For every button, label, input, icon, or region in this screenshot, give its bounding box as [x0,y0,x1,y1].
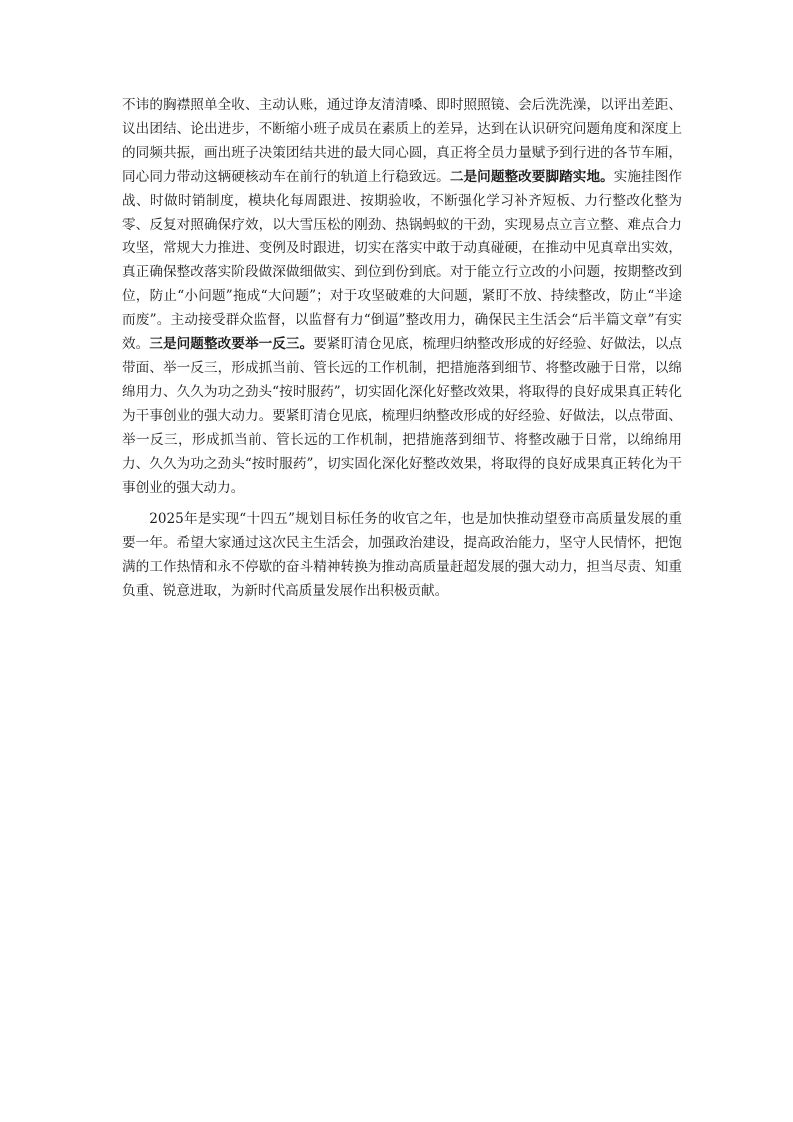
paragraph-text: 要紧盯清仓见底，梳理归纳整改形成的好经验、好做法，以点带面、举一反三，形成抓当前、管长远的工作机制，把措施落到细节、将整改融于日常，以绵绵用力、久久为功之劲头“按时服药”，切实固化深化好整改效果，将取得的良好成果真正转化为干事创业的强大动力。要紧盯清仓见底，梳理归纳整改形成的好经验、好做法，以点带面、举一反三，形成抓当前、管长远的工作机制，把措施落到细节、将整改融于日常，以绵绵用力、久久为功之劲头“按时服药”，切实固化深化好整改效果，将取得的良好成果真正转化为干事创业的强大动力。 [122,336,683,496]
paragraph-closing: 2025年是实现“十四五”规划目标任务的收官之年，也是加快推动望登市高质量发展的重要一年。希望大家通过这次民主生活会，加强政治建设，提高政治能力，坚守人民情怀，把饱满的工作热情和永不停歇的奋斗精神转换为推动高质量赶超发展的强大动力，担当尽责、知重负重、锐意进取，为新时代高质量发展作出积极贡献。 [122,511,682,600]
paragraph-text: 不讳的胸襟照单全收、主动认账，通过诤友清清嗓、即时照照镜、会后洗洗澡，以评出差距、议出团结、论出进步，不断缩小班子成员在素质上的差异，达到在认识研究问题角度和深度上的同频共振，画出班子决策团结共进的最大同心圆，真正将全员力量赋予到行进的各节车厢，同心同力带动这辆硬核动车在前行的轨道上行稳致远。 [122,97,682,185]
section-heading-second: 二是问题整改要脚踏实地。 [449,168,614,185]
paragraph-text: 实施挂图作战、时做时销制度，模块化每周跟进、按期验收，不断强化学习补齐短板、力行整改化整为零、反复对照确保疗效，以大雪压松的刚劲、热锅蚂蚁的干劲，实现易点立言立整、难点合力攻坚，常规大力推进、变例及时跟进，切实在落实中敢于动真碰硬，在推动中见真章出实效，真正确保整改落实阶段做深做细做实、到位到份到底。对于能立行立改的小问题，按期整改到位，防止“小问题”拖成“大问题”；对于攻坚破难的大问题，紧盯不放、持续整改，防止“半途而废”。主动接受群众监督，以监督有力“倒逼”整改用力，确保民主生活会“后半篇文章”有实效。 [122,168,682,353]
body-text [122,94,682,604]
paragraph-continued [122,94,682,500]
section-heading-third: 三是问题整改要举一反三。 [149,336,314,353]
